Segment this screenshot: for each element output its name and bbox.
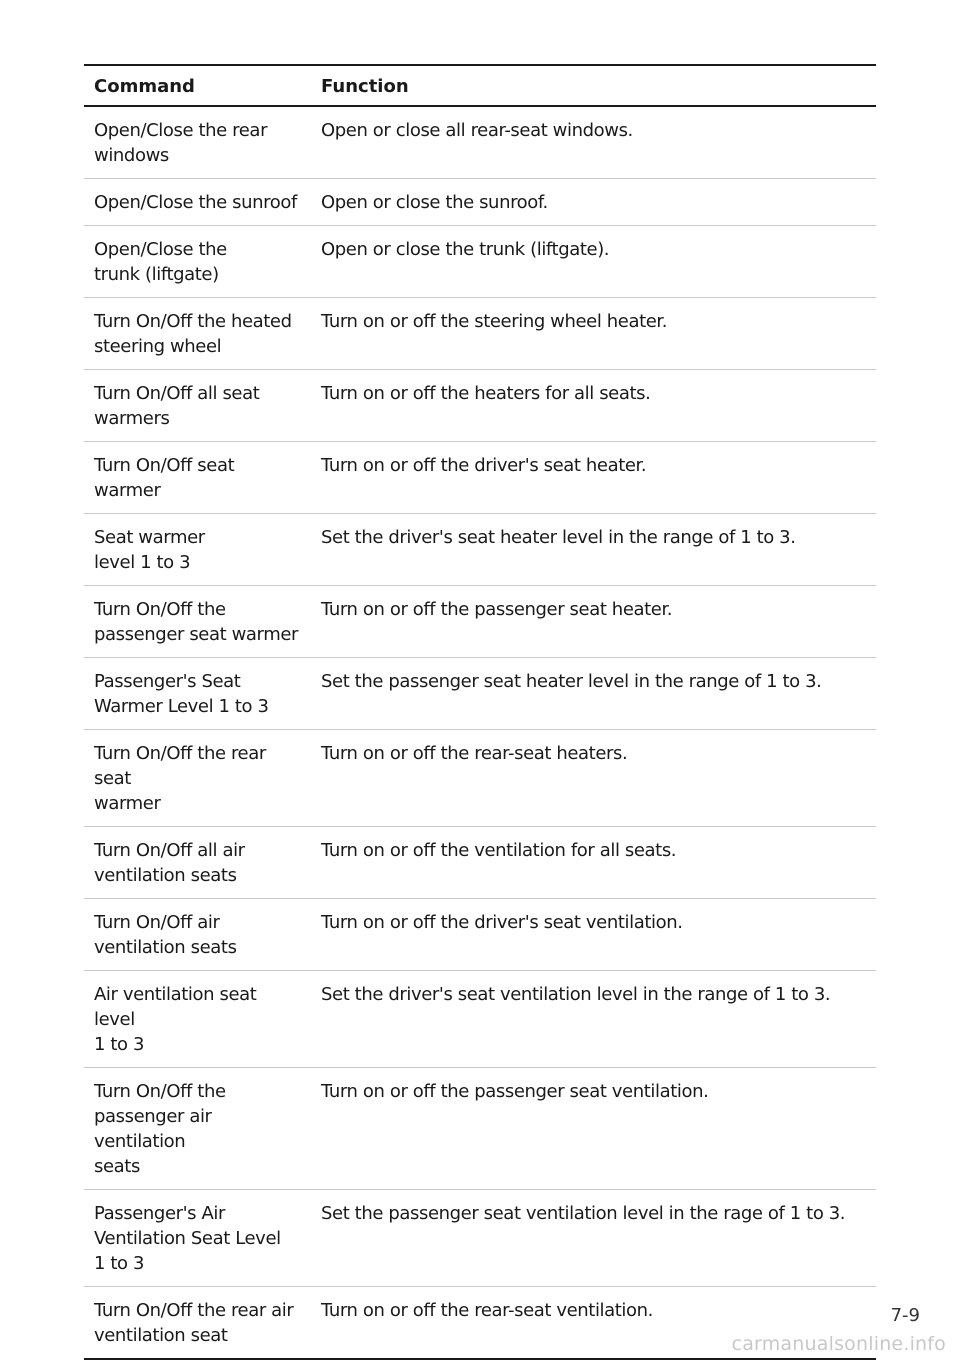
command-cell: Air ventilation seat level 1 to 3 [94, 984, 257, 1055]
table-row [84, 658, 876, 730]
table-row [84, 586, 876, 658]
command-cell: Turn On/Off seat warmer [94, 455, 235, 501]
table-row [84, 106, 876, 179]
function-cell: Set the driver's seat ventilation level in the range of 1 to 3. [321, 984, 831, 1005]
command-cell: Turn On/Off all seat warmers [94, 383, 260, 429]
function-cell: Set the passenger seat heater level in the range of 1 to 3. [321, 671, 822, 692]
header-command: Command [94, 76, 195, 97]
watermark-text: carmanualsonline.info [731, 1333, 946, 1355]
function-cell: Turn on or off the ventilation for all seats. [321, 840, 677, 861]
function-cell: Turn on or off the rear-seat ventilation. [321, 1300, 653, 1321]
table-row [84, 370, 876, 442]
table-row [84, 1068, 876, 1190]
command-cell: Open/Close the sunroof [94, 192, 297, 213]
header-function: Function [321, 76, 409, 97]
command-cell: Turn On/Off all air ventilation seats [94, 840, 245, 886]
command-cell: Turn On/Off air ventilation seats [94, 912, 237, 958]
function-cell: Open or close the sunroof. [321, 192, 548, 213]
command-cell: Turn On/Off the passenger air ventilation seats [94, 1081, 226, 1177]
table-row [84, 298, 876, 370]
command-cell: Turn On/Off the rear seat warmer [94, 743, 266, 814]
command-cell: Passenger's Seat Warmer Level 1 to 3 [94, 671, 269, 717]
header-row [84, 65, 876, 106]
command-cell: Turn On/Off the passenger seat warmer [94, 599, 299, 645]
table-row [84, 827, 876, 899]
function-cell: Turn on or off the driver's seat ventilation. [321, 912, 683, 933]
table-row [84, 899, 876, 971]
function-cell: Turn on or off the passenger seat heater. [321, 599, 673, 620]
table-row [84, 179, 876, 226]
function-cell: Turn on or off the steering wheel heater. [321, 311, 668, 332]
function-cell: Open or close all rear-seat windows. [321, 120, 633, 141]
function-cell: Turn on or off the rear-seat heaters. [321, 743, 628, 764]
table-row [84, 514, 876, 586]
table-row [84, 730, 876, 827]
command-cell: Turn On/Off the heated steering wheel [94, 311, 292, 357]
function-cell: Turn on or off the passenger seat ventilation. [321, 1081, 709, 1102]
table-row [84, 442, 876, 514]
command-cell: Turn On/Off the rear air ventilation seat [94, 1300, 294, 1346]
command-table [84, 64, 876, 1360]
function-cell: Set the passenger seat ventilation level in the rage of 1 to 3. [321, 1203, 846, 1224]
table-row [84, 971, 876, 1068]
table-body [84, 106, 876, 1359]
function-cell: Open or close the trunk (liftgate). [321, 239, 610, 260]
table-row [84, 1190, 876, 1287]
table-row [84, 226, 876, 298]
command-cell: Seat warmer level 1 to 3 [94, 527, 205, 573]
function-cell: Turn on or off the heaters for all seats. [321, 383, 651, 404]
table-header [84, 65, 876, 106]
function-cell: Set the driver's seat heater level in the range of 1 to 3. [321, 527, 796, 548]
command-cell: Open/Close the trunk (liftgate) [94, 239, 227, 285]
page-number: 7-9 [890, 1305, 920, 1326]
command-cell: Open/Close the rear windows [94, 120, 268, 166]
function-cell: Turn on or off the driver's seat heater. [321, 455, 647, 476]
command-table-container [84, 64, 876, 1360]
command-cell: Passenger's Air Ventilation Seat Level 1 to 3 [94, 1203, 281, 1274]
